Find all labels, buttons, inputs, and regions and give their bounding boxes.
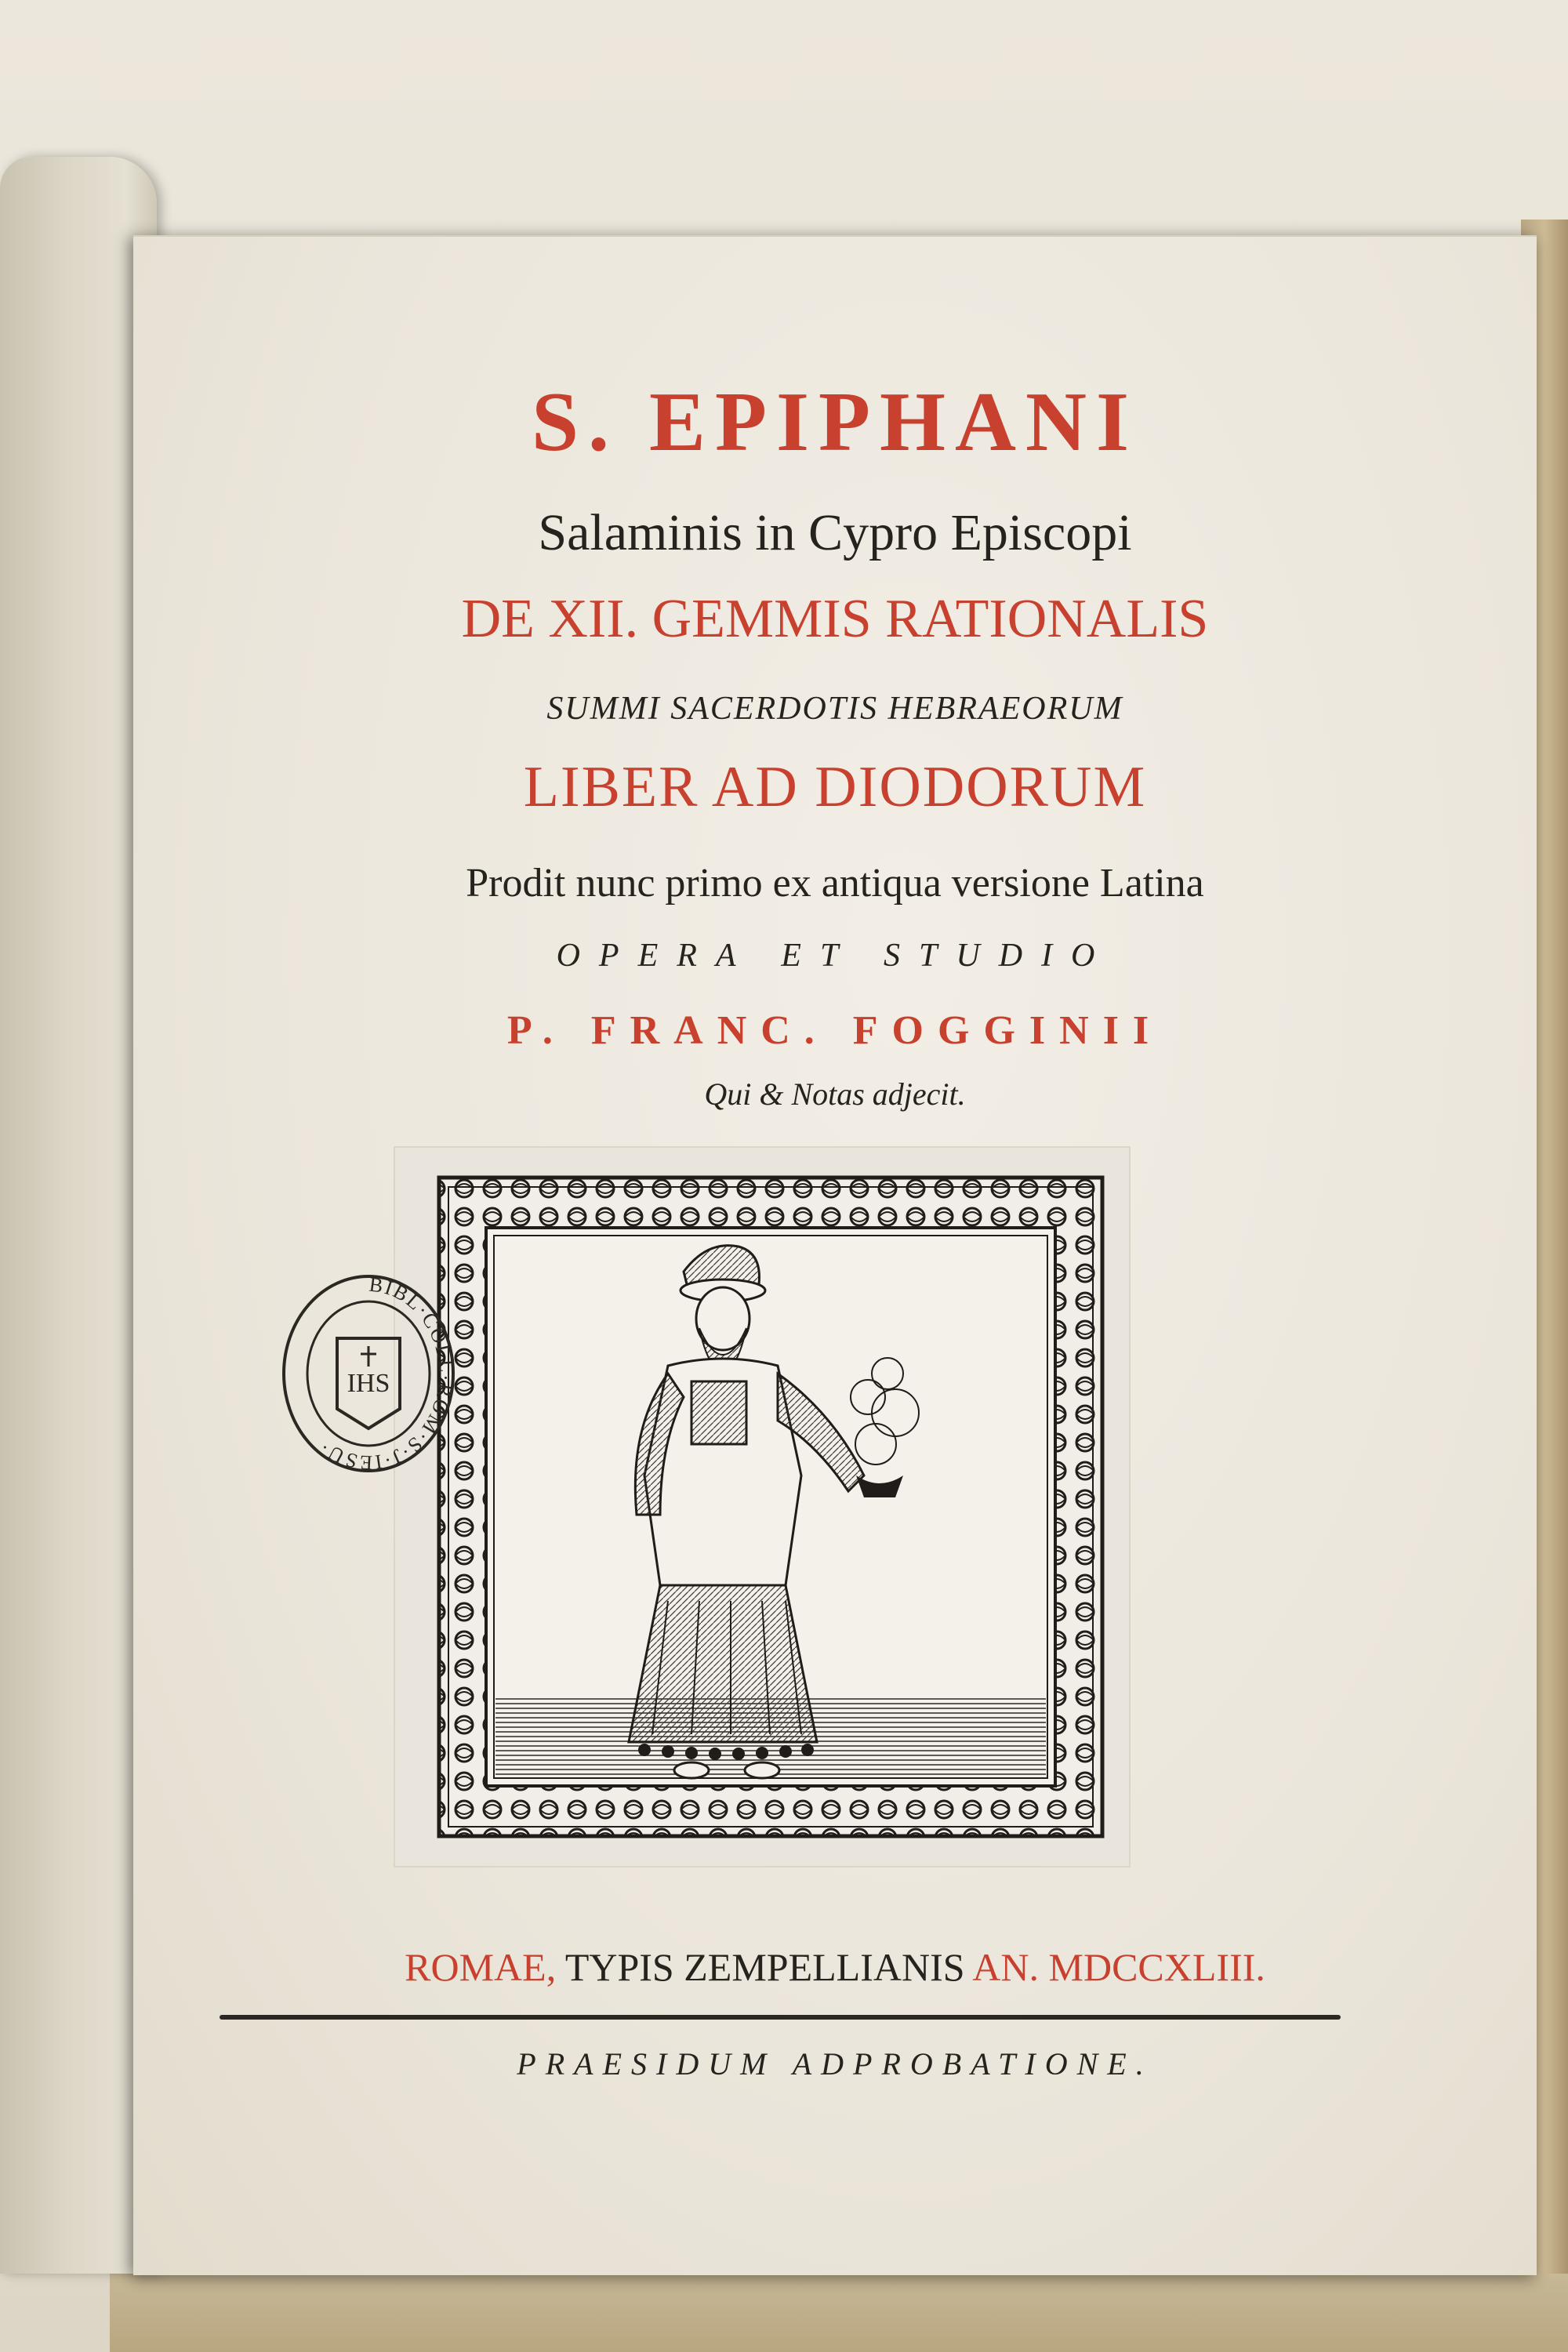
imprint-rule (220, 2015, 1341, 2020)
breastplate (691, 1381, 746, 1444)
author-subtitle: Salaminis in Cypro Episcopi (538, 504, 1132, 561)
imprint-line (133, 1944, 1537, 1990)
edition-note: Prodit nunc primo ex antiqua versione Latina (466, 861, 1204, 906)
approbation-line: PRAESIDUM ADPROBATIONE. (517, 2046, 1153, 2082)
stamp-center-text: IHS (347, 1369, 390, 1398)
notes-line: Qui & Notas adjecit. (704, 1076, 966, 1112)
imprint-place: ROMAE, (405, 1945, 557, 1989)
high-priest-engraving (394, 1146, 1131, 1867)
title-page (133, 235, 1537, 2275)
stamp-ring-text: BIBL·COLL·ROM·S·J·IESU· (314, 1272, 458, 1475)
work-subtitle: SUMMI SACERDOTIS HEBRAEORUM (546, 691, 1123, 727)
library-stamp (274, 1268, 463, 1483)
author-title: S. EPIPHANI (531, 376, 1139, 469)
engraved-plate (394, 1146, 1131, 1867)
book-title: LIBER AD DIODORUM (523, 755, 1147, 819)
imprint-printer: TYPIS ZEMPELLIANIS (564, 1945, 965, 1989)
editor-name: P. FRANC. FOGGINII (506, 1008, 1163, 1053)
opera-line: OPERA ET STUDIO (556, 938, 1114, 974)
imprint-year: AN. MDCCXLIII. (972, 1945, 1265, 1989)
work-title: DE XII. GEMMIS RATIONALIS (461, 589, 1209, 649)
